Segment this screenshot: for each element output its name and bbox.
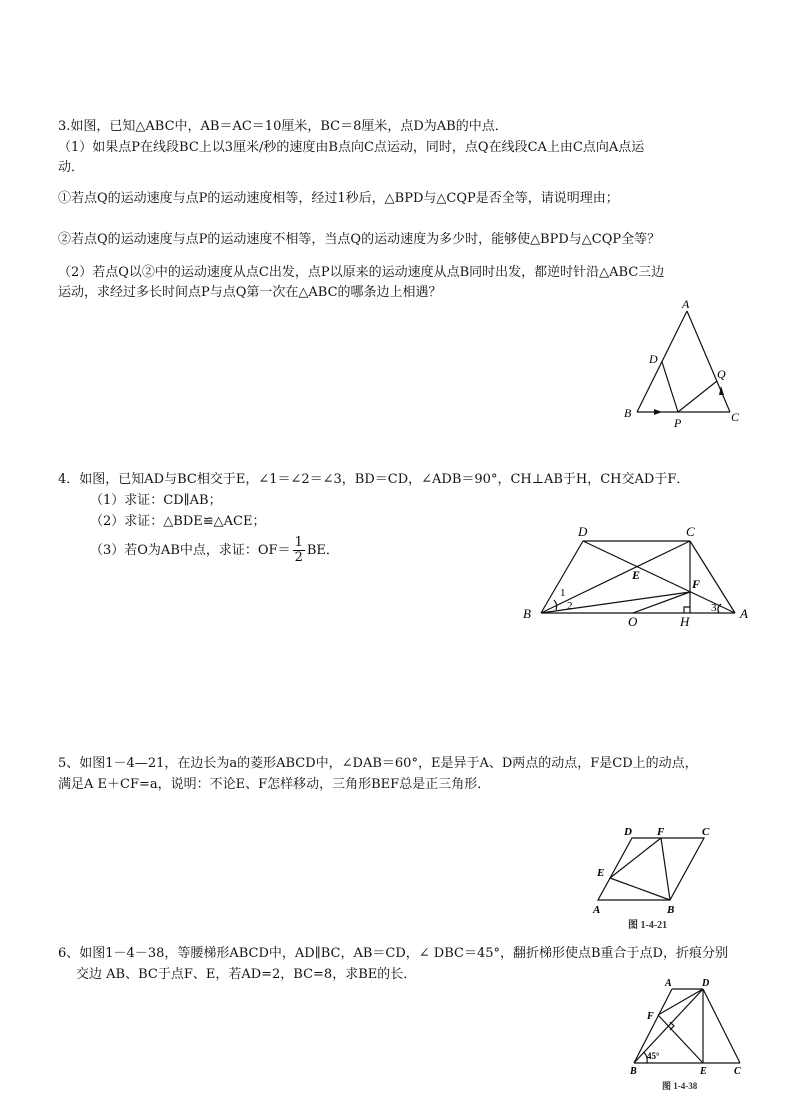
- problem5-figure: [586, 820, 726, 935]
- label-A: A: [593, 904, 601, 916]
- label-C: C: [731, 410, 740, 424]
- label-angle-45: 45°: [647, 1051, 660, 1061]
- fraction-one-half: [293, 536, 305, 565]
- problem3-part2-cont: 运动，求经过多长时间点P与点Q第一次在△ABC的哪条边上相遇？: [58, 285, 442, 300]
- problem5-statement-cont: 满足A E＋CF=a，说明：不论E、F怎样移动，三角形BEF总是正三角形．: [58, 777, 491, 792]
- label-E: E: [597, 867, 605, 879]
- label-C: C: [734, 1066, 741, 1077]
- problem6-figure: [620, 975, 750, 1095]
- problem4-item3: [90, 536, 339, 565]
- figure-caption: 图 1-4-21: [628, 920, 668, 931]
- label-D: D: [702, 978, 710, 989]
- label-B: B: [630, 1066, 637, 1077]
- label-B: B: [667, 904, 675, 916]
- problem6-statement: 6、如图1－4－38，等腰梯形ABCD中，AD∥BC，AB＝CD，∠ DBC＝45°，翻折梯形使点B重合于点D，折痕分别: [58, 946, 728, 961]
- label-F: F: [692, 577, 701, 591]
- label-D: D: [578, 524, 588, 539]
- label-O: O: [628, 614, 638, 629]
- problem3-question1: ①若点Q的运动速度与点P的运动速度相等，经过1秒后，△BPD与△CQP是否全等，请说明理由；: [58, 191, 619, 206]
- label-angle-3: 3: [711, 602, 717, 614]
- label-C: C: [686, 524, 695, 539]
- label-E: E: [700, 1066, 707, 1077]
- problem3-part1-cont: 动．: [58, 160, 85, 175]
- arrow-p-icon: [654, 409, 662, 415]
- problem3-statement: 3.如图，已知△ABC中，AB＝AC＝10厘米，BC＝8厘米，点D为AB的中点．: [58, 119, 508, 134]
- label-angle-2: 2: [567, 600, 573, 612]
- fraction-numerator: 1: [294, 535, 303, 550]
- label-C: C: [702, 826, 710, 838]
- problem4-item2: （2）求证：△BDE≌△ACE；: [90, 514, 266, 529]
- label-P: P: [674, 416, 682, 430]
- label-H: H: [680, 614, 690, 629]
- problem3-figure: [620, 295, 750, 430]
- problem5-statement: 5、如图1－4—21，在边长为a的菱形ABCD中，∠DAB＝60°，E是异于A、D两点的动点，F是CD上的动点，: [58, 756, 698, 771]
- label-B: B: [624, 406, 632, 420]
- problem4-item3-tail: BE．: [306, 543, 339, 558]
- problem4-figure: [518, 520, 758, 630]
- label-A: A: [665, 978, 672, 989]
- label-A: A: [740, 606, 748, 621]
- label-F: F: [647, 1011, 654, 1022]
- fraction-denominator: 2: [294, 550, 303, 565]
- problem4-item3-text: （3）若O为AB中点，求证：OF＝: [90, 543, 291, 558]
- problem4-item1: （1）求证：CD∥AB；: [90, 493, 222, 508]
- label-D: D: [649, 352, 658, 366]
- problem3-question2: ②若点Q的运动速度与点P的运动速度不相等，当点Q的运动速度为多少时，能够使△BPD与△CQP全等？: [58, 232, 661, 247]
- label-B: B: [523, 606, 531, 621]
- problem6-statement-cont: 交边 AB、BC于点F、E，若AD=2，BC=8，求BE的长．: [76, 967, 417, 982]
- problem3-part2: （2）若点Q以②中的运动速度从点C出发，点P以原来的运动速度从点B同时出发，都逆时针沿△ABC三边: [58, 265, 665, 280]
- label-A: A: [682, 297, 690, 311]
- label-E: E: [632, 568, 641, 582]
- label-D: D: [624, 826, 632, 838]
- problem3-part1: （1）如果点P在线段BC上以3厘米/秒的速度由B点向C点运动，同时，点Q在线段CA上由C点向A点运: [58, 140, 645, 155]
- label-F: F: [657, 826, 665, 838]
- label-Q: Q: [717, 367, 726, 381]
- label-angle-1: 1: [560, 587, 566, 599]
- problem4-statement: 4．如图，已知AD与BC相交于E，∠1＝∠2＝∠3，BD＝CD，∠ADB＝90°，CH⊥AB于H，CH交AD于F．: [58, 472, 690, 487]
- figure-caption: 图 1-4-38: [662, 1081, 698, 1091]
